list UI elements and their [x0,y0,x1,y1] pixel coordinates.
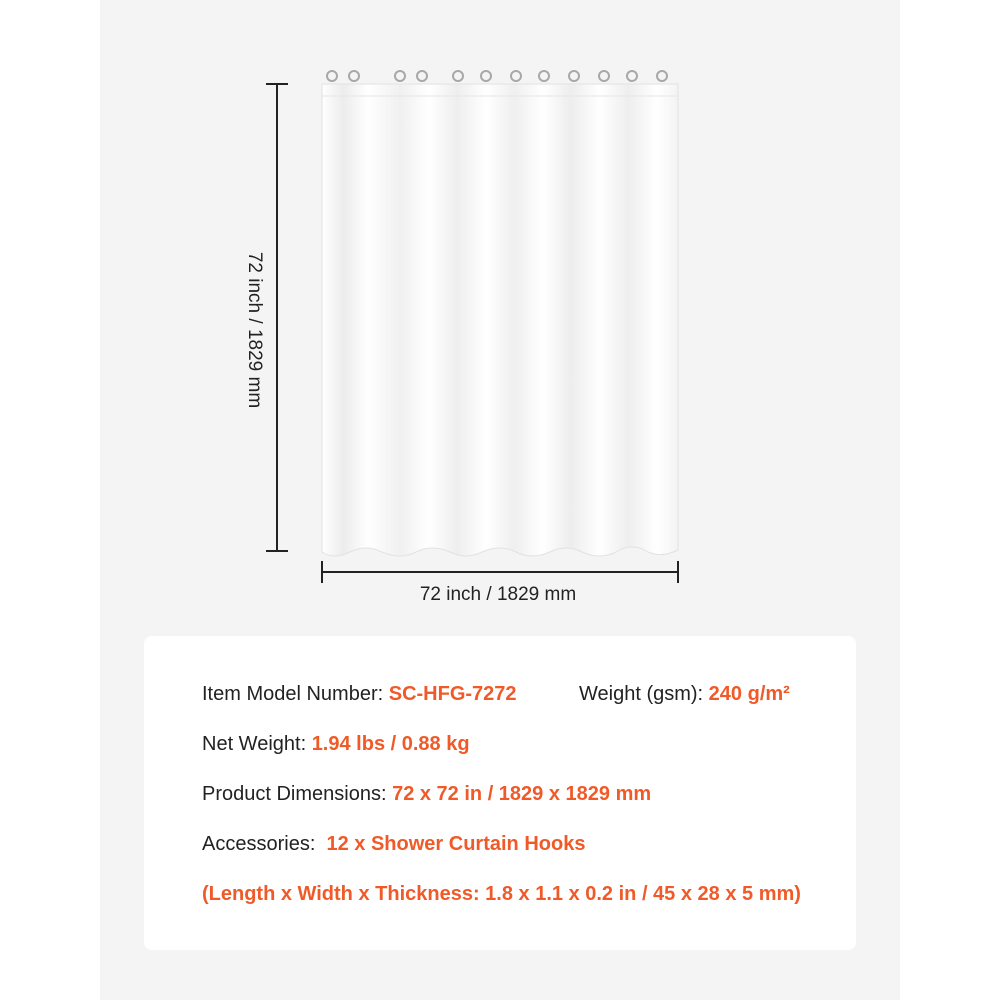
spec-value: 72 x 72 in / 1829 x 1829 mm [392,783,652,805]
spec-net-weight [202,732,470,756]
width-dimension-label: 72 inch / 1829 mm [419,584,577,605]
height-dimension-label: 72 inch / 1829 mm [244,251,265,409]
spec-accessories [202,832,585,856]
spec-value: 240 g/m² [708,683,790,705]
shower-curtain-image [310,60,690,570]
curtain-hooks [327,71,667,81]
spec-label: Item Model Number: [202,683,389,705]
spec-value: 12 x Shower Curtain Hooks [326,833,586,855]
spec-weight-gsm [579,682,790,706]
width-dimension-line [322,571,678,573]
spec-model-number [202,682,517,706]
spec-label: Net Weight: [202,733,312,755]
height-dimension-cap-bottom [266,550,288,552]
spec-label: Weight (gsm): [579,683,709,705]
height-dimension-line [276,84,278,552]
spec-value: SC-HFG-7272 [388,683,517,705]
spec-hook-size: (Length x Width x Thickness: 1.8 x 1.1 x 0.2 in / 45 x 28 x 5 mm) [202,883,801,905]
width-dimension-cap-right [677,561,679,583]
spec-value: 1.94 lbs / 0.88 kg [311,733,470,755]
spec-label: Accessories: [202,833,327,855]
specifications-card [144,636,856,950]
spec-product-dimensions [202,782,651,806]
spec-label: Product Dimensions: [202,783,393,805]
